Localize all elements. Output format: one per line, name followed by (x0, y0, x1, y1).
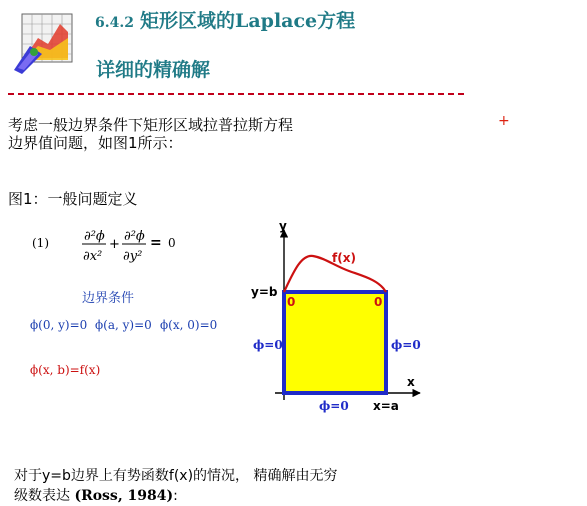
y-equals-b-label: y=b (251, 285, 278, 299)
conclusion-line-2 (14, 486, 338, 506)
conclusion-prefix: 级数表达 (14, 488, 75, 504)
section-subtitle: 详细的精确解 (96, 59, 211, 81)
citation: (Ross, 1984) (74, 488, 174, 504)
figure-label: 图1：一般问题定义 (8, 190, 138, 208)
boundary-conditions-title: 边界条件 (82, 291, 135, 306)
laplace-equation (28, 220, 198, 270)
denominator-1: ∂x² (83, 249, 103, 264)
equals-sign: = (150, 235, 162, 251)
section-title-text: 矩形区域的Laplace方程 (139, 10, 356, 32)
conclusion-line-1: 对于y=b边界上有势函数f(x)的情况， 精确解由无穷 (14, 468, 338, 484)
divider-line (8, 93, 464, 95)
x-axis-label: x (407, 375, 415, 389)
equation-number: (1) (32, 236, 49, 250)
conclusion-suffix: : (173, 488, 178, 504)
app-logo-icon (8, 8, 76, 78)
boundary-diagram (245, 218, 435, 418)
y-axis-label: y (279, 219, 287, 233)
bc-right: ϕ(a, y)=0 (95, 318, 152, 332)
rectangular-domain (284, 292, 386, 393)
corner-zero-right: 0 (374, 295, 383, 309)
conclusion-paragraph (14, 466, 338, 506)
intro-paragraph (8, 116, 293, 152)
left-boundary-label: ϕ=0 (253, 338, 283, 352)
plus-sign: + (109, 237, 120, 252)
section-title (95, 6, 355, 33)
bc-bottom: ϕ(x, 0)=0 (160, 318, 218, 332)
bottom-boundary-label: ϕ=0 (319, 399, 349, 413)
fx-label: f(x) (332, 251, 356, 265)
equation-rhs: 0 (168, 236, 176, 250)
section-number: 6.4.2 (95, 15, 134, 31)
x-equals-a-label: x=a (373, 399, 399, 413)
bc-left: ϕ(0, y)=0 (30, 318, 88, 332)
numerator-2: ∂²ϕ (124, 229, 145, 244)
intro-line-1: 考虑一般边界条件下矩形区域拉普拉斯方程 (8, 116, 294, 134)
bc-top: ϕ(x, b)=f(x) (30, 363, 101, 377)
intro-line-2: 边界值问题，如图1所示： (8, 134, 183, 152)
corner-zero-left: 0 (287, 295, 296, 309)
denominator-2: ∂y² (123, 249, 143, 264)
numerator-1: ∂²ϕ (84, 229, 105, 244)
right-boundary-label: ϕ=0 (391, 338, 421, 352)
plus-mark: + (498, 113, 510, 129)
